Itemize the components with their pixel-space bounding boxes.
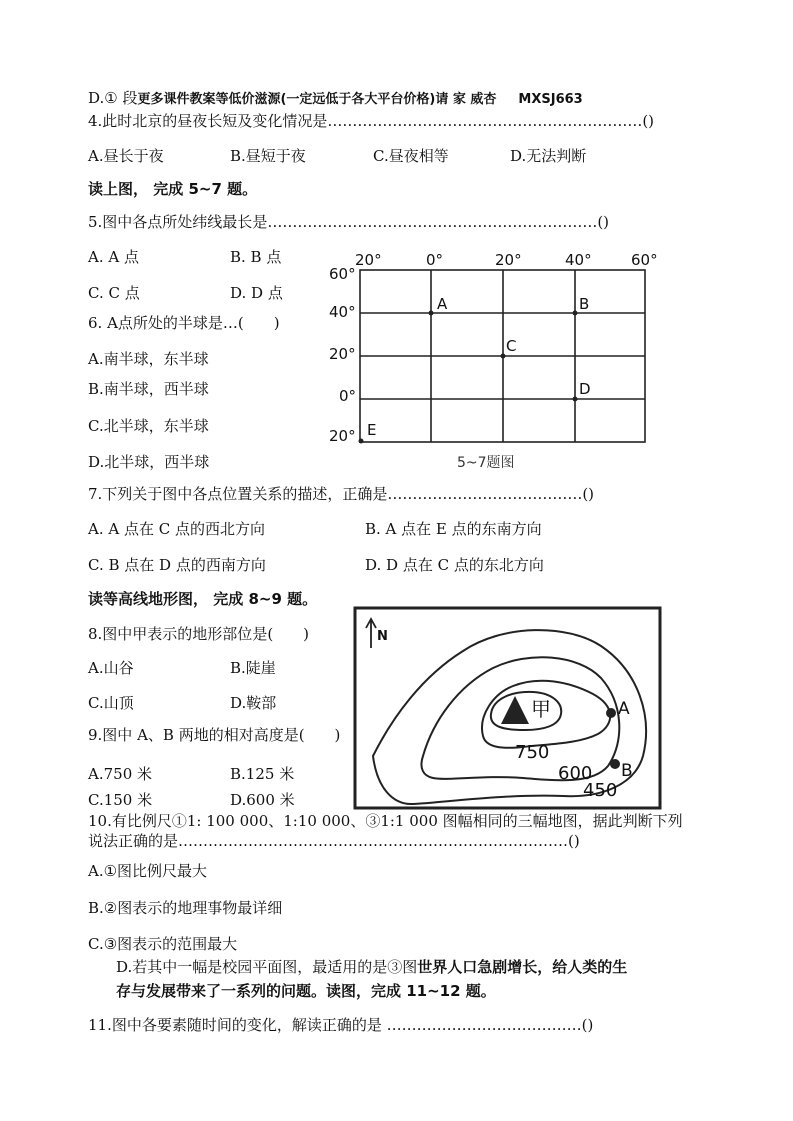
q7-option-d: D. D 点在 C 点的东北方向 xyxy=(365,556,544,574)
lon-label: 60° xyxy=(631,251,658,269)
section-intro-11-12-part2: 存与发展带来了一系列的问题。读图，完成 11~12 题。 xyxy=(116,982,496,1000)
q10-option-a: A.①图比例尺最大 xyxy=(88,862,208,880)
contour-label-450: 450 xyxy=(583,780,618,801)
q9-option-c: C.150 米 xyxy=(88,791,153,809)
q5-option-c: C. C 点 xyxy=(88,284,140,302)
q4-option-a: A.昼长于夜 xyxy=(88,147,164,165)
section-heading-8-9: 读等高线地形图， 完成 8~9 题。 xyxy=(88,590,318,608)
q10-option-c: C.③图表示的范围最大 xyxy=(88,935,238,953)
north-arrow-icon xyxy=(366,619,376,648)
peak-triangle-icon xyxy=(501,696,529,724)
point-b-label: B xyxy=(579,295,590,313)
peak-label: 甲 xyxy=(531,697,551,721)
q6-option-d: D.北半球，西半球 xyxy=(88,453,210,471)
q10-stem-line2: 说法正确的是……………………………………………………………………() xyxy=(88,832,580,850)
section-intro-11-12-part1: 世界人口急剧增长，给人类的生 xyxy=(417,958,628,976)
lon-label: 20° xyxy=(495,251,522,269)
lat-label: 20° xyxy=(329,345,356,363)
lat-label: 40° xyxy=(329,303,356,321)
header-line xyxy=(88,89,583,109)
q7-stem: 7.下列关于图中各点位置关系的描述，正确是…………………………………() xyxy=(88,485,595,503)
q7-option-c: C. B 点在 D 点的西南方向 xyxy=(88,556,266,574)
lon-label: 40° xyxy=(565,251,592,269)
q5-stem: 5.图中各点所处纬线最长是…………………………………………………………() xyxy=(88,213,610,231)
q7-option-b: B. A 点在 E 点的东南方向 xyxy=(365,520,542,538)
q11-stem: 11.图中各要素随时间的变化，解读正确的是 …………………………………() xyxy=(88,1016,594,1034)
q6-stem: 6. A点所处的半球是…( ) xyxy=(88,314,280,332)
point-d-marker xyxy=(573,397,578,402)
point-d-label: D xyxy=(579,380,591,398)
q7-option-a: A. A 点在 C 点的西北方向 xyxy=(88,520,265,538)
contour-map xyxy=(353,606,663,811)
lon-label: 0° xyxy=(426,251,444,269)
q4-option-b: B.昼短于夜 xyxy=(230,147,306,165)
q9-option-b: B.125 米 xyxy=(230,765,295,783)
grid-map-caption: 5~7题图 xyxy=(457,455,515,471)
q10-option-d-line xyxy=(116,958,627,976)
q9-option-d: D.600 米 xyxy=(230,791,295,809)
lat-label: 20° xyxy=(329,427,356,445)
q6-option-b: B.南半球，西半球 xyxy=(88,380,209,398)
north-label: N xyxy=(377,629,388,644)
ad-code: MXSJ663 xyxy=(518,92,583,107)
point-c-marker xyxy=(501,354,506,359)
q4-option-c: C.昼夜相等 xyxy=(373,147,449,165)
q6-option-a: A.南半球，东半球 xyxy=(88,350,209,368)
q4-stem: 4.此时北京的昼夜长短及变化情况是………………………………………………………() xyxy=(88,112,655,130)
q5-option-d: D. D 点 xyxy=(230,284,283,302)
point-e-label: E xyxy=(367,421,377,439)
q9-option-a: A.750 米 xyxy=(88,765,152,783)
q8-option-d: D.鞍部 xyxy=(230,694,277,712)
q8-option-c: C.山顶 xyxy=(88,694,134,712)
q8-stem: 8.图中甲表示的地形部位是( ) xyxy=(88,625,310,643)
q10-option-b: B.②图表示的地理事物最详细 xyxy=(88,899,283,917)
point-b-label: B xyxy=(621,761,633,781)
point-a-label: A xyxy=(437,295,448,313)
section-heading-5-7: 读上图， 完成 5~7 题。 xyxy=(88,180,258,198)
q10-stem-line1: 10.有比例尺①1: 100 000、1:10 000、③1:1 000 图幅相同的三幅地图，据此判断下列 xyxy=(88,812,683,830)
q5-option-b: B. B 点 xyxy=(230,248,282,266)
q5-option-a: A. A 点 xyxy=(88,248,139,266)
option-d-fragment: D.① 段 xyxy=(88,89,138,107)
point-a-label: A xyxy=(618,699,630,719)
q6-option-c: C.北半球，东半球 xyxy=(88,417,209,435)
q8-option-b: B.陡崖 xyxy=(230,659,276,677)
q4-option-d: D.无法判断 xyxy=(510,147,587,165)
point-c-label: C xyxy=(506,337,517,355)
point-b-marker xyxy=(573,311,578,316)
lat-lon-grid-map xyxy=(325,245,665,475)
q9-stem: 9.图中 A、B 两地的相对高度是( ) xyxy=(88,726,341,744)
lon-label: 20° xyxy=(355,251,382,269)
point-a-marker xyxy=(429,311,434,316)
q10-option-d: D.若其中一幅是校园平面图，最适用的是③图 xyxy=(116,958,418,976)
contour-label-750: 750 xyxy=(515,742,550,763)
lat-label: 0° xyxy=(339,387,357,405)
point-a-marker xyxy=(606,708,616,718)
point-b-marker xyxy=(610,759,620,769)
contour-label-600: 600 xyxy=(558,763,593,784)
point-e-marker xyxy=(359,439,364,444)
ad-text: 更多课件教案等低价滋源(一定远低于各大平台价格)请 家 威杏 xyxy=(137,92,497,107)
q8-option-a: A.山谷 xyxy=(88,659,134,677)
lat-label: 60° xyxy=(329,265,356,283)
